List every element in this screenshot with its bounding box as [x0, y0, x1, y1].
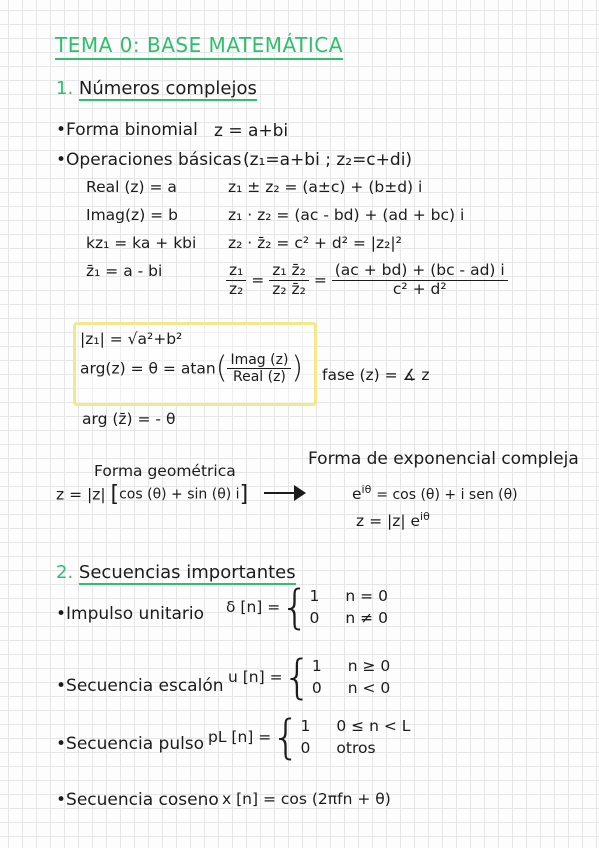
geometric-formula [56, 482, 248, 507]
pulse-brace: { [271, 710, 301, 764]
pulse-case-1-value: 1 [300, 717, 311, 735]
division-frac-3-num: (ac + bd) + (bc - ad) i [332, 262, 508, 281]
binomial-formula: z = a+bi [214, 121, 289, 141]
division-frac-3-den: c² + d² [392, 279, 447, 298]
section-1-number: 1. [56, 78, 74, 99]
section-2-number: 2. [56, 562, 74, 583]
step-brace: { [282, 650, 312, 704]
impulse-label: •Impulso unitario [56, 604, 205, 624]
division-eq-2: = [313, 270, 327, 289]
impulse-cases [310, 587, 388, 627]
page-title [55, 33, 343, 57]
operations-label: •Operaciones básicas [56, 150, 242, 170]
section-1-heading [56, 78, 257, 99]
division-frac-1 [226, 262, 246, 299]
conjugate-argument: arg (z̄) = - θ [82, 410, 176, 428]
division-frac-2-den: z₂ z̄₂ [272, 279, 306, 298]
exponential-prefix: z = |z| e [356, 512, 421, 531]
imag-part: Imag(z) = b [86, 206, 178, 224]
section-2-label: Secuencias importantes [78, 562, 296, 583]
exponential-exponent: iθ [420, 510, 430, 523]
section-2-heading [56, 562, 296, 583]
step-label: •Secuencia escalón [56, 676, 224, 696]
page-title-text: TEMA 0: BASE MATEMÁTICA [55, 33, 343, 60]
division-frac-2 [269, 262, 309, 299]
argument-paren-open: ( [215, 350, 228, 386]
product-formula: z₁ · z₂ = (ac - bd) + (ad + bc) i [228, 206, 465, 224]
pulse-label: •Secuencia pulso [56, 734, 205, 754]
real-part: Real (z) = a [86, 178, 177, 196]
section-1-label: Números complejos [78, 78, 257, 99]
division-frac-1-den: z₂ [229, 279, 244, 298]
arrow-icon [264, 492, 296, 494]
division-formula [226, 262, 508, 299]
binomial-label: •Forma binomial [56, 120, 198, 140]
euler-formula [352, 483, 518, 503]
argument-formula [80, 352, 303, 385]
impulse-case-1-cond: n = 0 [345, 587, 388, 605]
step-case-2-value: 0 [311, 679, 322, 697]
pulse-case-2-cond: otros [336, 739, 376, 757]
impulse-case-2-value: 0 [309, 609, 320, 627]
conjugate-product-formula: z₂ · z̄₂ = c² + d² = |z₂|² [228, 234, 402, 252]
impulse-case-1-value: 1 [309, 587, 320, 605]
pulse-cases [301, 717, 411, 757]
geometric-bracket-close: ] [239, 482, 249, 507]
arrow-head-icon [294, 485, 306, 501]
division-frac-2-num: z₁ z̄₂ [269, 262, 309, 281]
euler-base: e [352, 485, 362, 504]
cosine-label: •Secuencia coseno [56, 790, 219, 810]
impulse-formula [226, 580, 388, 634]
impulse-case-2-cond: n ≠ 0 [345, 609, 388, 627]
exponential-label: Forma de exponencial compleja [308, 449, 579, 469]
euler-exponent: iθ [361, 483, 372, 496]
step-case-1-cond: n ≥ 0 [347, 657, 391, 675]
scalar-product: kz₁ = ka + kbi [86, 234, 197, 252]
pulse-lhs: pL [n] = [208, 728, 272, 746]
cosine-formula: x [n] = cos (2πfn + θ) [222, 790, 391, 808]
division-eq-1: = [251, 270, 265, 289]
pulse-case-1-cond: 0 ≤ n < L [336, 717, 411, 735]
conjugate: z̄₁ = a - bi [86, 262, 163, 280]
exponential-formula [356, 510, 430, 530]
step-lhs: u [n] = [228, 668, 283, 686]
modulus-formula: |z₁| = √a²+b² [80, 330, 183, 348]
pulse-formula [208, 710, 411, 764]
argument-frac-num: Imag (z) [227, 352, 291, 369]
step-formula [228, 650, 391, 704]
argument-prefix: arg(z) = θ = atan [80, 359, 216, 378]
argument-frac [227, 352, 291, 385]
operations-definitions: (z₁=a+bi ; z₂=c+di) [243, 150, 413, 170]
sum-formula: z₁ ± z₂ = (a±c) + (b±d) i [228, 178, 423, 196]
argument-paren-close: ) [291, 350, 304, 386]
impulse-brace: { [280, 580, 310, 634]
impulse-lhs: δ [n] = [226, 598, 281, 616]
geometric-prefix: z = |z| [56, 485, 106, 504]
phase-formula: fase (z) = ∡ z [322, 366, 430, 384]
argument-frac-den: Real (z) [232, 369, 286, 386]
geometric-body: cos (θ) + sin (θ) i [119, 486, 240, 503]
division-frac-3 [332, 262, 508, 299]
euler-rest: = cos (θ) + i sen (θ) [376, 487, 518, 504]
step-case-2-cond: n < 0 [347, 679, 391, 697]
step-case-1-value: 1 [311, 657, 322, 675]
step-cases [312, 657, 390, 697]
geometric-label: Forma geométrica [94, 462, 236, 480]
geometric-bracket-open: [ [110, 482, 120, 507]
division-frac-1-num: z₁ [226, 262, 246, 281]
pulse-case-2-value: 0 [300, 739, 311, 757]
